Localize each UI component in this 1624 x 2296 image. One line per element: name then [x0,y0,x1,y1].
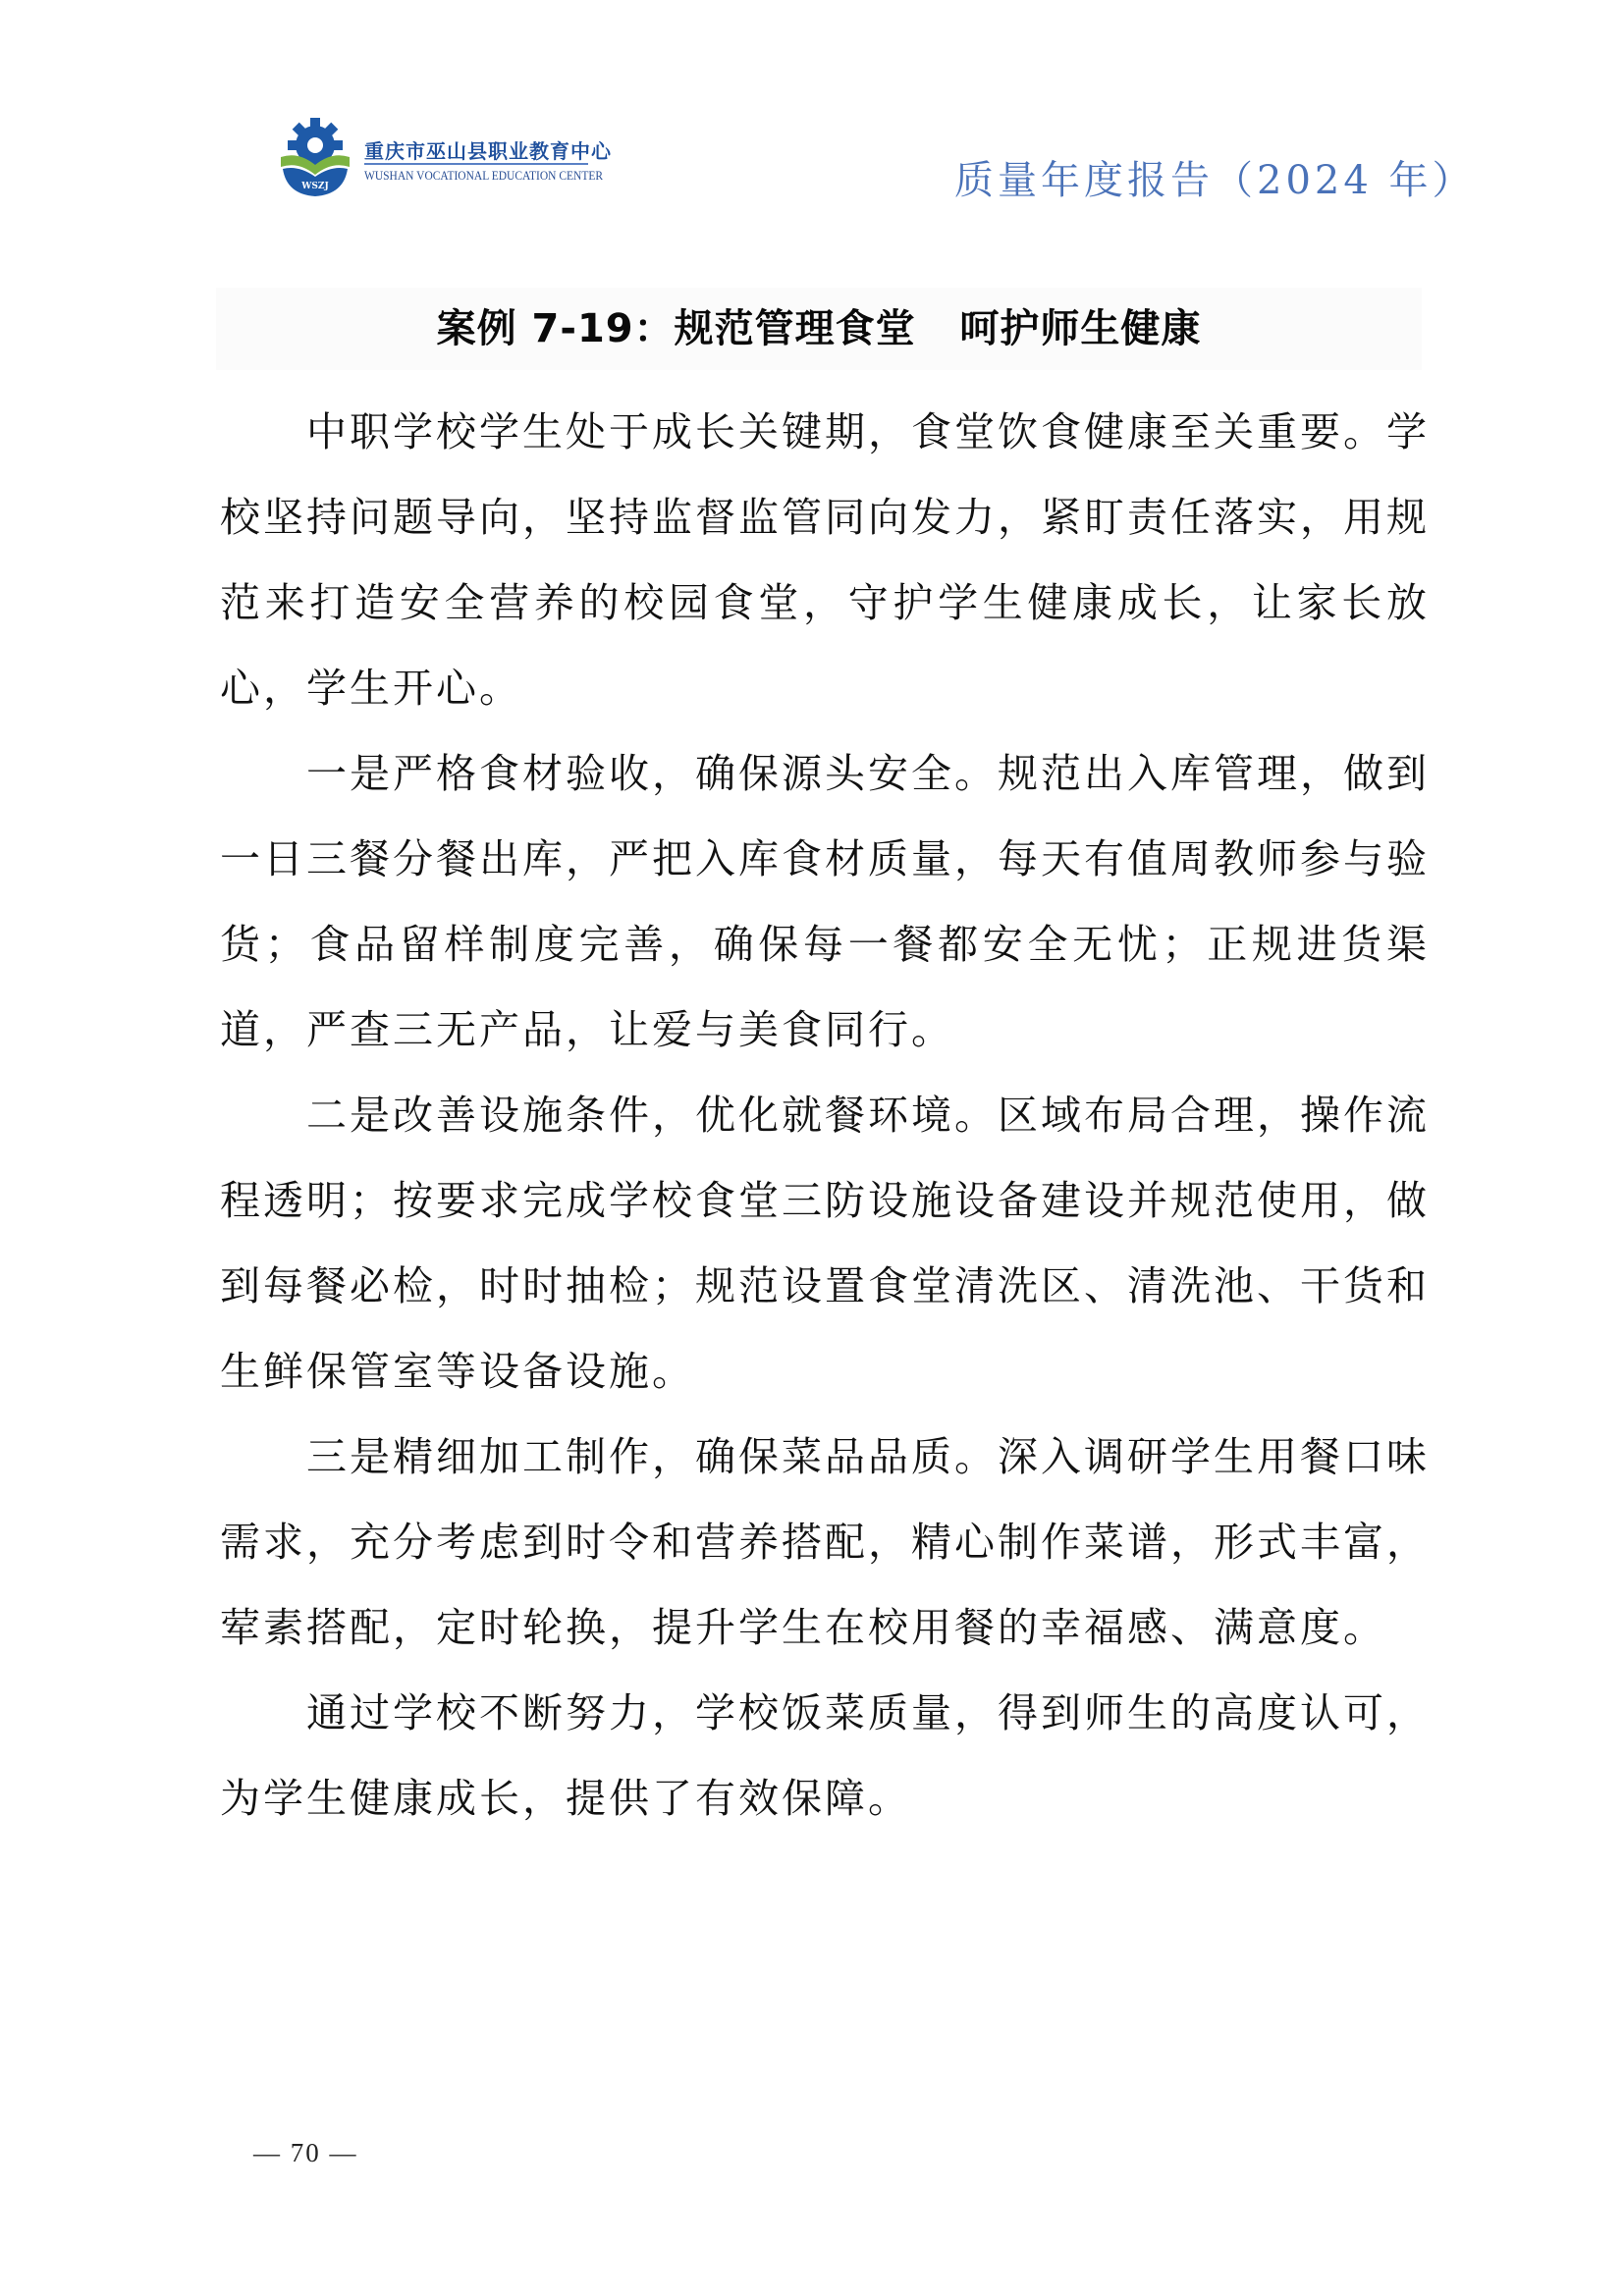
paragraph-facility-improvement: 二是改善设施条件，优化就餐环境。区域布局合理，操作流程透明；按要求完成学校食堂三防设施设备建设并规范使用，做到每餐必检，时时抽检；规范设置食堂清洗区、清洗池、干货和生鲜保管室等设备设施。 [220,1092,1430,1395]
report-title: 质量年度报告（2024 年） [954,158,1476,203]
school-logo [273,116,612,198]
paragraph-conclusion: 通过学校不断努力，学校饭菜质量，得到师生的高度认可，为学生健康成长，提供了有效保障。 [220,1689,1430,1822]
svg-text:WSZJ: WSZJ [301,182,329,191]
school-name-cn: 重庆市巫山县职业教育中心 [364,139,612,163]
case-title: 案例 7-19：规范管理食堂 呵护师生健康 [436,306,1202,351]
school-name-en: WUSHAN VOCATIONAL EDUCATION CENTER [364,169,604,183]
paragraph-intro: 中职学校学生处于成长关键期，食堂饮食健康至关重要。学校坚持问题导向，坚持监督监管同向发力，紧盯责任落实，用规范来打造安全营养的校园食堂，守护学生健康成长，让家长放心，学生开心。 [220,408,1430,712]
page-number: — 70 — [253,2138,358,2167]
paragraph-ingredient-acceptance: 一是严格食材验收，确保源头安全。规范出入库管理，做到一日三餐分餐出库，严把入库食材质量，每天有值周教师参与验货；食品留样制度完善，确保每一餐都安全无忧；正规进货渠道，严查三无产品，让爱与美食同行。 [220,750,1430,1053]
page-header [0,0,1624,226]
body-content [220,390,1430,1842]
logo-divider [364,163,588,165]
paragraph-food-quality: 三是精细加工制作，确保菜品品质。深入调研学生用餐口味需求，充分考虑到时令和营养搭配，精心制作菜谱，形式丰富，荤素搭配，定时轮换，提升学生在校用餐的幸福感、满意度。 [220,1433,1430,1651]
case-title-band [216,288,1422,370]
gear-book-emblem-icon [273,116,357,198]
